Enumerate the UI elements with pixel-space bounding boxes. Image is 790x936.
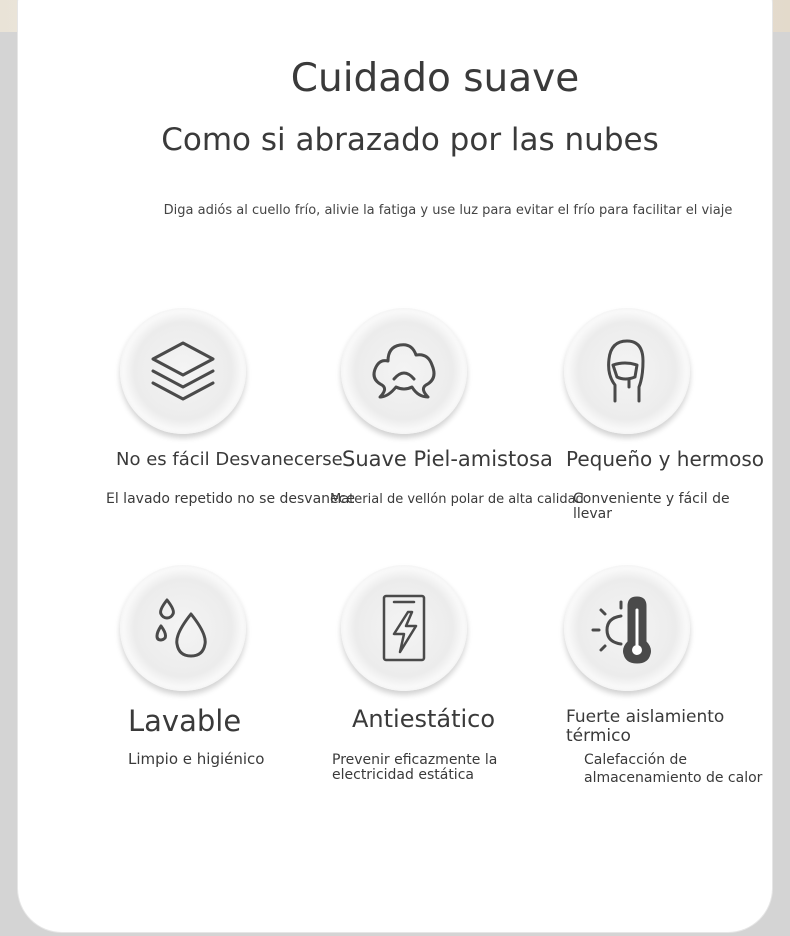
feature-title: No es fácil Desvanecerse bbox=[116, 449, 343, 470]
feature-icon-badge bbox=[341, 308, 467, 434]
feature-title: Fuerte aislamiento térmico bbox=[566, 707, 725, 746]
feature-title: Suave Piel-amistosa bbox=[342, 447, 553, 471]
feature-description: Limpio e higiénico bbox=[128, 750, 265, 768]
feature-description: Conveniente y fácil de llevar bbox=[573, 491, 730, 522]
feature-icon-badge bbox=[564, 308, 690, 434]
feature-icon-badge bbox=[120, 565, 246, 691]
page-title: Cuidado suave bbox=[290, 56, 580, 101]
balaclava-icon bbox=[591, 335, 663, 407]
feature-title: Pequeño y hermoso bbox=[566, 447, 765, 471]
feature-description: Prevenir eficazmente la electricidad estática bbox=[332, 752, 498, 783]
feature-icon-badge bbox=[341, 565, 467, 691]
cloud-icon bbox=[368, 335, 440, 407]
feature-description: Material de vellón polar de alta calidad bbox=[330, 492, 584, 507]
feature-icon-badge bbox=[564, 565, 690, 691]
page-tagline: Diga adiós al cuello frío, alivie la fatiga y use luz para evitar el frío para facilitar el viaje bbox=[163, 203, 733, 218]
feature-description: El lavado repetido no se desvanece bbox=[106, 491, 355, 507]
sun-thermometer-icon bbox=[591, 592, 663, 664]
feature-icon-badge bbox=[120, 308, 246, 434]
page-subtitle: Como si abrazado por las nubes bbox=[161, 122, 659, 158]
water-drops-icon bbox=[147, 592, 219, 664]
feature-title: Antiestático bbox=[352, 705, 496, 733]
feature-description: Calefacción de almacenamiento de calor bbox=[584, 752, 763, 786]
feature-title: Lavable bbox=[128, 704, 242, 738]
layers-icon bbox=[147, 335, 219, 407]
lightning-icon bbox=[368, 592, 440, 664]
